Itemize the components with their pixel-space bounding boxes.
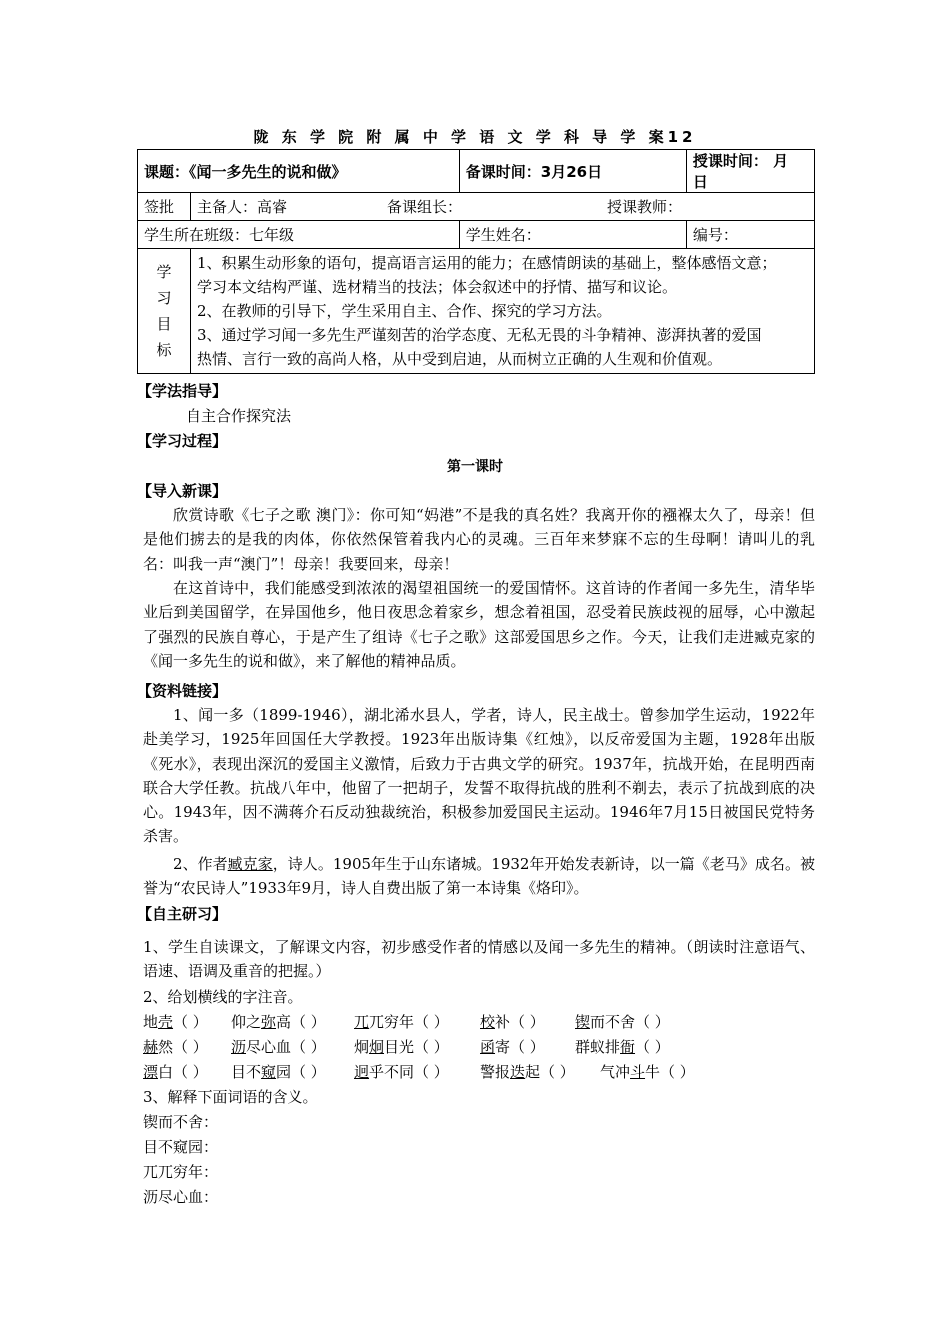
main-preparer: 主备人：高睿 [197, 198, 288, 216]
goal-line: 热情、言行一致的高尚人格，从中受到启迪，从而树立正确的人生观和价值观。 [197, 350, 723, 368]
term-line: 锲而不舍： [143, 1113, 219, 1131]
process-heading: 【学习过程】 [137, 432, 228, 450]
pinyin-item: 气冲斗牛（ ） [600, 1063, 695, 1081]
term-line: 沥尽心血： [143, 1188, 219, 1206]
term-line: 目不窥园： [143, 1138, 219, 1156]
student-name-cell: 学生姓名： [459, 221, 686, 249]
goal-line: 2、在教师的引导下，学生采用自主、合作、探究的学习方法。 [197, 302, 612, 320]
method-text: 自主合作探究法 [186, 407, 292, 425]
pinyin-item: 群蚁排衙（ ） [575, 1038, 670, 1056]
teacher-field: 授课教师： [607, 198, 683, 216]
pinyin-item: 地壳（ ） [143, 1013, 208, 1031]
self-question-2: 2、给划横线的字注音。 [143, 988, 303, 1006]
pinyin-item: 兀兀穷年（ ） [354, 1013, 449, 1031]
prep-time-cell: 备课时间：3月26日 [459, 150, 686, 193]
goal-line: 1、积累生动形象的语句，提高语言运用的能力；在感情朗读的基础上，整体感悟文意； [197, 254, 777, 272]
pinyin-item: 迥乎不同（ ） [354, 1063, 449, 1081]
resource-paragraph-2 [143, 852, 815, 901]
resource-heading: 【资料链接】 [137, 682, 228, 700]
pinyin-item: 仰之弥高（ ） [231, 1013, 326, 1031]
goals-label [138, 249, 191, 374]
intro-heading: 【导入新课】 [137, 482, 228, 500]
self-question-1: 1、学生自读课文，了解课文内容，初步感受作者的情感以及闻一多先生的精神。（朗读时注意语气、语速、语调及重音的把握。） [143, 938, 815, 981]
intro-paragraph-1: 欣赏诗歌《七子之歌 澳门》：你可知“妈港”不是我的真名姓？我离开你的襁褓太久了，母亲！但是他们掳去的是我的肉体，你依然保管着我内心的灵魂。三百年来梦寐不忘的生母啊！请叫儿的乳名：叫我一声“澳门”！母亲！我要回来，母亲！ [143, 506, 815, 573]
goals-label-char: 学 [156, 263, 172, 281]
self-question-3: 3、解释下面词语的含义。 [143, 1088, 318, 1106]
intro-paragraph-2: 在这首诗中，我们能感受到浓浓的渴望祖国统一的爱国情怀。这首诗的作者闻一多先生，清华毕业后到美国留学，在异国他乡，他日夜思念着家乡，想念着祖国，忍受着民族歧视的屈辱，心中激起了强烈的民族自尊心，于是产生了组诗《七子之歌》这部爱国思乡之作。今天，让我们走进臧克家的《闻一多先生的说和做》，来了解他的精神品质。 [143, 579, 815, 670]
group-leader: 备课组长： [387, 198, 463, 216]
pinyin-row [143, 1036, 670, 1057]
goal-line: 3、通过学习闻一多先生严谨刻苦的治学态度、无私无畏的斗争精神、澎湃执著的爱国 [197, 326, 762, 344]
goals-text [191, 249, 815, 374]
document-title: 陇 东 学 院 附 属 中 学 语 文 学 科 导 学 案12 [253, 128, 697, 146]
goal-line: 学习本文结构严谨、选材精当的技法；体会叙述中的抒情、描写和议论。 [197, 278, 678, 296]
resource-paragraph-1: 1、闻一多（1899-1946），湖北浠水县人，学者，诗人，民主战士。曾参加学生运动，1922年赴美学习，1925年回国任大学教授。1923年出版诗集《红烛》，以反帝爱国为主题，1928年出版《死水》，表现出深沉的爱国主义激情，后致力于古典文学的研究。1937年，抗战开始，在昆明西南联合大学任教。抗战八年中，他留了一把胡子，发誓不取得抗战的胜利不剃去，表示了抗战到底的决心。1943年，因不满蒋介石反动独裁统治，积极参加爱国民主运动。1946年7月15日被国民党特务杀害。 [143, 706, 815, 846]
lesson-title-cell: 课题：《闻一多先生的说和做》 [138, 150, 460, 193]
pinyin-item: 警报迭起（ ） [480, 1063, 575, 1081]
goals-label-char: 标 [156, 341, 172, 359]
pinyin-item: 函寄（ ） [480, 1038, 545, 1056]
preparer-row [191, 193, 815, 221]
pinyin-item: 锲而不舍（ ） [575, 1013, 670, 1031]
self-study-heading: 【自主研习】 [137, 905, 228, 923]
pinyin-row [143, 1011, 670, 1032]
period-heading: 第一课时 [447, 459, 503, 475]
pinyin-item: 炯炯目光（ ） [354, 1038, 449, 1056]
term-line: 兀兀穷年： [143, 1163, 219, 1181]
lesson-header-table [137, 149, 815, 374]
pinyin-item: 赫然（ ） [143, 1038, 208, 1056]
goals-label-char: 习 [156, 289, 172, 307]
pinyin-item: 沥尽心血（ ） [231, 1038, 326, 1056]
method-heading: 【学法指导】 [137, 382, 228, 400]
resource-p2-start: 2、作者 [173, 855, 228, 873]
goals-label-char: 目 [156, 315, 172, 333]
number-cell: 编号： [686, 221, 814, 249]
pinyin-row [143, 1061, 695, 1082]
class-cell: 学生所在班级：七年级 [138, 221, 460, 249]
pinyin-item: 漂白（ ） [143, 1063, 208, 1081]
author-name: 臧克家 [227, 855, 273, 873]
pinyin-item: 目不窥园（ ） [231, 1063, 326, 1081]
approve-cell: 签批 [138, 193, 191, 221]
pinyin-item: 校补（ ） [480, 1013, 545, 1031]
teach-time-cell: 授课时间： 月 日 [686, 150, 814, 193]
resource-p2-rest: ，诗人。1905年生于山东诸城。1932年开始发表新诗，以一篇《老马》成名。被誉为“农民诗人”1933年9月，诗人自费出版了第一本诗集《烙印》。 [143, 855, 815, 898]
